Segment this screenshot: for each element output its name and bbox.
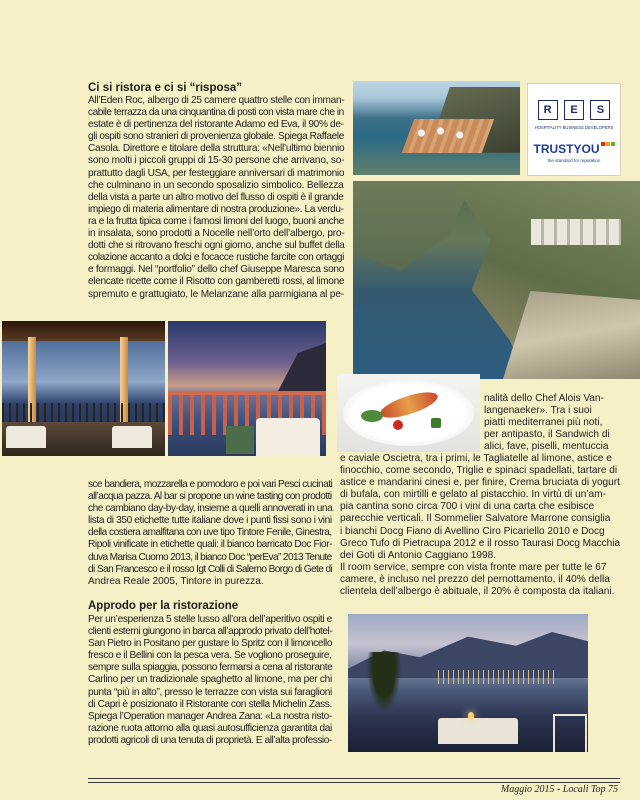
paragraph-menu: [340, 453, 620, 598]
dish-photo: [337, 374, 480, 452]
page-number: 75: [608, 784, 618, 795]
trustyou-square-icon: [611, 142, 615, 146]
paragraph-san-pietro: [88, 614, 332, 747]
text-line: punta “più in alto”, presso le terrazze con vista sui faraglioni: [88, 686, 332, 698]
text-line: prattutto dagli USA, per festeggiare anniversari di matrimonio: [88, 167, 345, 179]
text-line: colazione accanto a dolci e focacce rustiche farcite con ortaggi: [88, 252, 344, 264]
text-line: i bianchi Docg Fiano di Avellino Ciro Picariello 2010 e Docg: [340, 525, 605, 537]
coast-hotel-photo: [353, 181, 640, 379]
text-line: Carlino per un tradizionale spaghetto al limone, ma per chi: [88, 674, 332, 686]
text-line: e caviale Oscietra, tra i primi, le Tagliatelle al limone, astice e: [340, 453, 612, 464]
table-shape: [6, 426, 46, 448]
text-line: cabile terrazza da una cinquantina di posti con vista mare che in: [88, 107, 344, 119]
text-line: in insalata, sono prodotti a Nocelle nell’orto dell’albergo, pro-: [88, 228, 345, 240]
vegetable-shape: [431, 418, 441, 428]
hotel-shape: [531, 219, 621, 245]
heading-ristora: Ci si ristora e ci si “risposa”: [88, 82, 243, 94]
text-line: astice e mandarini cinesi e, per finire, Crema bruciata di yogurt: [340, 477, 620, 489]
text-line: parecchie verticali. Il Sommelier Salvatore Marrone consiglia: [340, 513, 611, 525]
text-line: dotti che si ritrovano freschi ogni giorno, anche sul buffet della: [88, 240, 345, 252]
text-line: di Capri è posizionato il Ristorante con stella Michelin Zass.: [88, 698, 332, 710]
text-line: gli ospiti sono stranieri di provenienza globale. Spiega Raffaele: [88, 131, 344, 143]
text-line: estate è di pertinenza del ristorante Adamo ed Eva, il 90% de-: [88, 119, 344, 131]
town-lights-shape: [438, 670, 558, 684]
res-letter: E: [564, 100, 584, 120]
text-line: Ripoli vinificate in etichette quali: il bianco barricato Doc Fior-: [88, 539, 333, 551]
text-line: all’acqua pazza. Al bar si propone un wine tasting con prodotti: [88, 491, 332, 503]
plant-shape: [364, 652, 404, 722]
text-line: Spiega l’Operation manager Andrea Zana: «La nostra risto-: [88, 710, 332, 722]
text-line: clientela dell’albergo è abituale, il 20% è composta da italiani.: [340, 586, 615, 598]
text-line: fresco e il Bellini con la pesca vera. Se vogliono proseguire,: [88, 650, 332, 662]
res-letter: S: [590, 100, 610, 120]
tomato-shape: [393, 420, 403, 430]
res-tagline: HOSPITALITY BUSINESS DEVELOPERS: [534, 125, 614, 130]
footer-text: Maggio 2015 - Locali Top: [500, 784, 606, 795]
text-line: elencate ricette come il Risotto con gamberetti rossi, al limone: [88, 276, 345, 288]
umbrellas-shape: [415, 123, 479, 143]
text-line: dei Goti di Antonio Caggiano 1998.: [340, 549, 497, 561]
tablecloth-shape: [256, 418, 320, 456]
text-line: finocchio, come secondo, Triglie e spinaci spadellati, tartare di: [340, 465, 618, 477]
trustyou-square-icon: [601, 142, 605, 146]
text-line: Casola. Direttore e titolare della struttura: «Nell’ultimo biennio: [88, 143, 345, 155]
text-line: All’Eden Roc, albergo di 25 camere quattro stelle con imman-: [88, 95, 345, 106]
text-line: piatti mediterranei più noti,: [484, 417, 603, 429]
left-hill-shape: [353, 181, 473, 271]
text-line: Il room service, sempre con vista fronte mare per tutte le 67: [340, 561, 607, 573]
chair-shape: [553, 714, 587, 752]
paragraph-eden-roc: [88, 95, 344, 301]
text-line: Andrea Reale 2005, Tintore in purezza.: [88, 575, 264, 587]
text-line: San Pietro in Positano per gustare lo Spritz con il limoncello: [88, 638, 333, 650]
res-logo: [528, 100, 620, 120]
res-letter: R: [538, 100, 558, 120]
text-line: razione ruota attorno alla quasi autosufficienza garantita dai: [88, 722, 332, 734]
text-line: di bufala, con mirtilli e gelato al pistacchio. In virtù di un’am-: [340, 489, 606, 501]
text-line: duva Marisa Cuomo 2013, il bianco Doc “perEva” 2013 Tenute: [88, 551, 332, 563]
res-trustyou-logo: [527, 83, 621, 176]
footer-rule: [88, 778, 620, 783]
text-line: sce bandiera, mozzarella e pomodoro e poi vari Pesci cucinati: [88, 479, 333, 490]
text-line: Per un’esperienza 5 stelle lusso all’ora dell’aperitivo ospiti e: [88, 614, 332, 625]
text-line: camere, è incluso nel prezzo del pernottamento, il 40% della: [340, 573, 610, 585]
text-line: che cambiano day-by-day, insieme a quelli annoverati in una: [88, 503, 333, 515]
text-line: nalità dello Chef Alois Van-: [484, 393, 604, 404]
beach-photo: [353, 81, 520, 175]
chair-shape: [226, 426, 254, 454]
dusk-bay-photo: [348, 614, 588, 752]
mountain-shape: [256, 343, 326, 393]
paragraph-wine-tasting: [88, 479, 332, 588]
page-footer: [501, 784, 618, 795]
text-line: alici, fave, piselli, mentuccia: [484, 441, 609, 453]
trustyou-tagline: the standard for reputation: [547, 158, 601, 163]
trustyou-wordmark: TRUSTYOU: [533, 142, 600, 156]
beam-shape: [2, 321, 165, 341]
text-line: e formaggi. Nel “portfolio” dello chef Giuseppe Maresca sono: [88, 264, 345, 276]
text-line: Greco Tufo di Pietracupa 2012 e il rosso Taurasi Docg Macchia: [340, 537, 621, 549]
herb-shape: [361, 410, 383, 422]
text-line: impiego di materia alimentare di nostra produzione». La verdu-: [88, 203, 344, 215]
text-line: per antipasto, il Sandwich di: [484, 429, 610, 441]
text-line: della vista a parte un altro motivo del flusso di ospiti è il grande: [88, 191, 344, 203]
text-line: sono molti i piccoli gruppi di 15-30 persone che arrivano, so-: [88, 155, 345, 167]
text-line: prodotti agricoli di una tenuta di proprietà. E all’alta professio-: [88, 734, 332, 746]
night-terrace-photo: [2, 321, 165, 456]
text-line: della costiera amalfitana con uve tipo Tintore Fenile, Ginestra,: [88, 527, 332, 539]
text-line: spremuto e grattugiato, le Melanzane alla parmigiana al pe-: [88, 288, 344, 300]
text-line: sempre sulla spiaggia, possono fermarsi a cena al ristorante: [88, 662, 333, 674]
text-line: che culminano in un secondo sposalizio simbolico. Bellezza: [88, 179, 344, 191]
text-line: langenaeker». Tra i suoi: [484, 405, 592, 417]
candle-shape: [468, 712, 474, 720]
sunset-terrace-photo: [168, 321, 326, 456]
text-line: di San Francesco e il rosso Igt Colli di Salerno Borgo di Gete di: [88, 563, 333, 575]
text-line: ra e la frutta tipica come i famosi limoni del luogo, buoni anche: [88, 215, 344, 227]
trustyou-square-icon: [606, 142, 610, 146]
heading-approdo: Approdo per la ristorazione: [88, 600, 239, 612]
text-line: lista di 350 etichette tutte italiane dove i punti fissi sono i vini: [88, 515, 332, 527]
text-line: clienti esterni giungono in barca all’approdo privato dell’hotel-: [88, 626, 333, 638]
paragraph-chef: [484, 393, 620, 453]
trustyou-logo: [528, 142, 620, 156]
text-line: pia cantina sono circa 700 i vini di una carta che esibisce: [340, 501, 595, 513]
table-shape: [438, 718, 518, 744]
table-shape: [112, 426, 152, 448]
railing-shape: [2, 403, 165, 423]
